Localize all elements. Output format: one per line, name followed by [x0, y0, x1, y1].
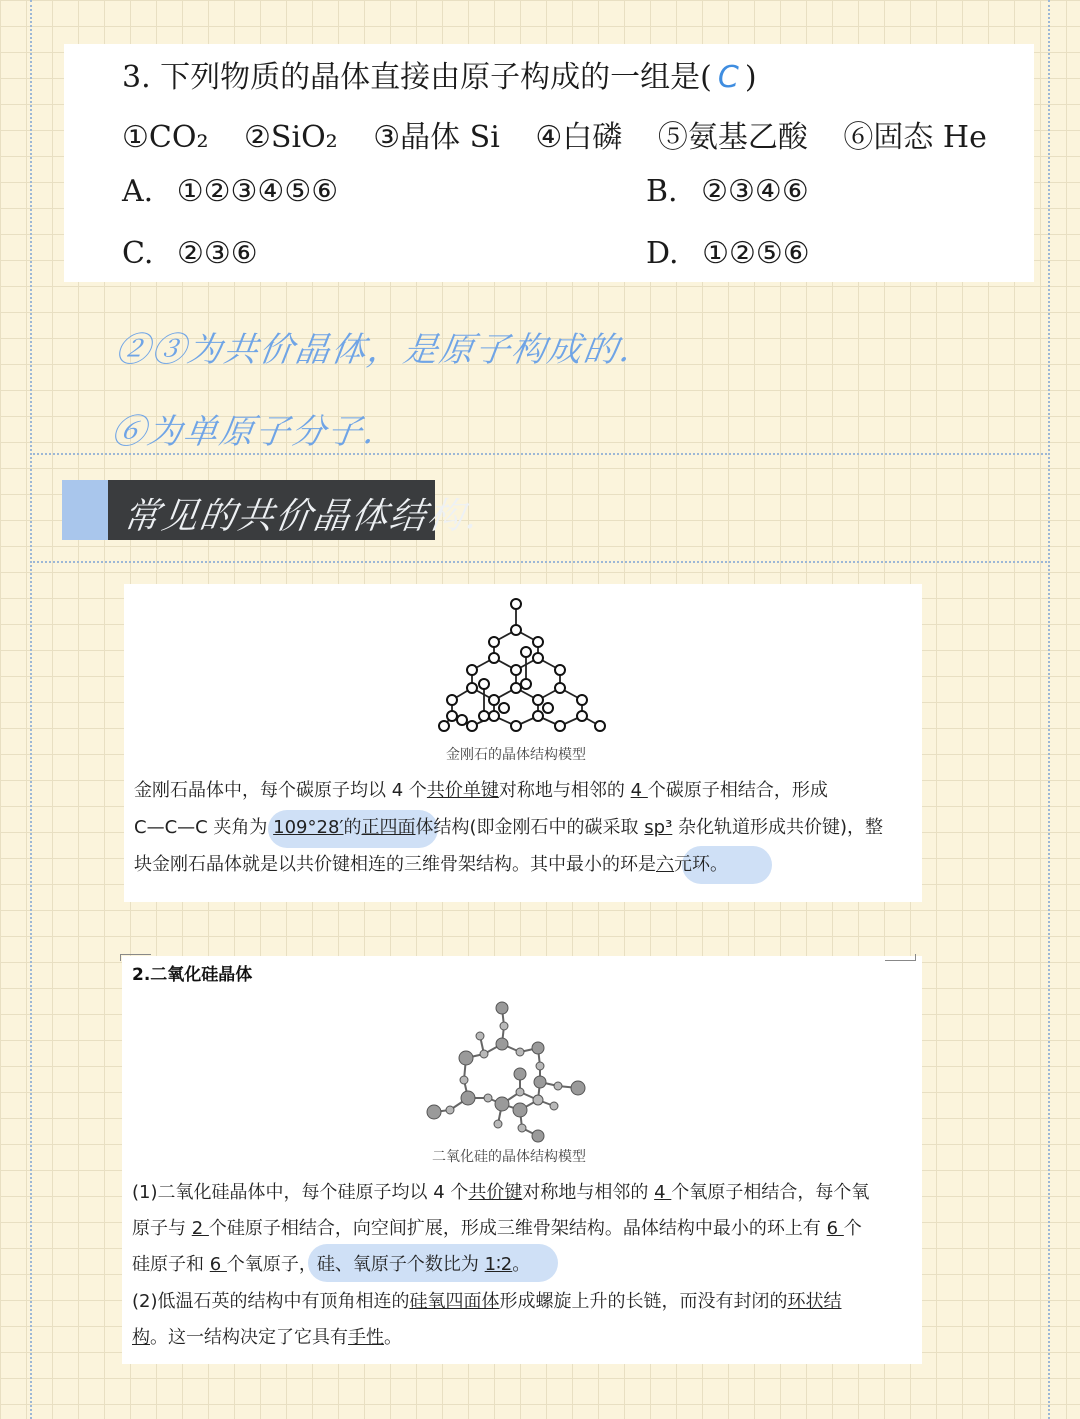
- silica-atoms: [427, 1002, 585, 1142]
- diamond-text-line: C—C—C 夹角为 109°28′的正四面体结构(即金刚石中的碳采取 sp³ 杂化轨道形成共价键)，整: [134, 817, 884, 838]
- diamond-bonds: [444, 604, 600, 726]
- question-close-paren: ): [744, 60, 757, 95]
- handwritten-note: ②③为共价晶体，是原子构成的.: [112, 330, 636, 370]
- question-stem: [122, 52, 757, 96]
- frame-right-border: [1048, 0, 1050, 1419]
- question-text: 下列物质的晶体直接由原子构成的一组是(: [160, 60, 712, 95]
- option-a: [122, 174, 338, 209]
- silica-caption: 二氧化硅的晶体结构模型: [432, 1149, 586, 1165]
- silica-text-line: 硅原子和 6 个氧原子，硅、氧原子个数比为 1∶2。: [132, 1254, 531, 1275]
- diamond-caption: 金刚石的晶体结构模型: [446, 747, 586, 763]
- banner-accent: [62, 480, 108, 540]
- silica-text-line: 原子与 2 个硅原子相结合，向空间扩展，形成三维骨架结构。晶体结构中最小的环上有 6 个: [132, 1218, 862, 1239]
- corner-mark: [885, 954, 916, 961]
- substance-item: ⑥固态 He: [843, 120, 987, 155]
- diamond-atoms: [439, 599, 605, 731]
- substance-item: ③晶体 Si: [373, 120, 500, 155]
- option-letter: A.: [122, 174, 154, 209]
- silica-text-line: (1)二氧化硅晶体中，每个硅原子均以 4 个共价键对称地与相邻的 4 个氧原子相结合，每个氧: [132, 1182, 870, 1203]
- option-letter: D.: [646, 236, 679, 271]
- option-text: ①②③④⑤⑥: [176, 174, 339, 209]
- diamond-text-line: 块金刚石晶体就是以共价键相连的三维骨架结构。其中最小的环是六元环。: [134, 854, 728, 875]
- question-card: [64, 44, 1034, 282]
- frame-left-border: [30, 0, 32, 1419]
- banner-title: 常见的共价晶体结构.: [120, 496, 482, 537]
- frame-divider-top: [30, 453, 1050, 455]
- silica-card: [122, 956, 922, 1364]
- option-d: [646, 236, 810, 271]
- option-text: ②③④⑥: [701, 174, 809, 209]
- option-letter: B.: [646, 174, 678, 209]
- diamond-card: [124, 584, 922, 902]
- diamond-text-line: 金刚石晶体中，每个碳原子均以 4 个共价单键对称地与相邻的 4 个碳原子相结合，形成: [134, 780, 828, 801]
- option-c: [122, 236, 258, 271]
- question-number: 3.: [122, 60, 151, 95]
- substance-item: ④白磷: [535, 120, 623, 155]
- substance-item: ②SiO₂: [244, 120, 338, 155]
- frame-divider-bottom: [30, 561, 1050, 563]
- handwritten-answer: C: [717, 60, 739, 95]
- section-banner: [62, 480, 482, 540]
- silica-text-line: 构。这一结构决定了它具有手性。: [132, 1327, 402, 1348]
- silica-structure-model: [420, 996, 590, 1146]
- handwritten-note: ⑥为单原子分子.: [108, 412, 380, 452]
- option-text: ②③⑥: [176, 236, 258, 271]
- option-letter: C.: [122, 236, 154, 271]
- diamond-structure-model: [424, 592, 624, 742]
- substance-list: [122, 112, 987, 156]
- section-title: 2.二氧化硅晶体: [132, 965, 253, 985]
- option-text: ①②⑤⑥: [702, 236, 810, 271]
- silica-text-line: (2)低温石英的结构中有顶角相连的硅氧四面体形成螺旋上升的长链，而没有封闭的环状结: [132, 1291, 842, 1312]
- substance-item: ①CO₂: [122, 120, 209, 155]
- option-b: [646, 174, 809, 209]
- substance-item: ⑤氨基乙酸: [657, 120, 808, 155]
